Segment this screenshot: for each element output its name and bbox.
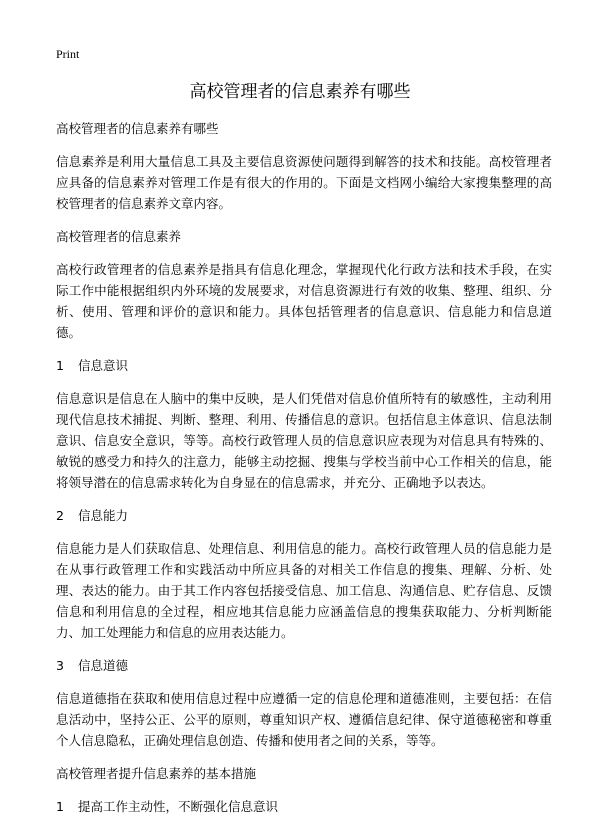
measure-heading-initiative [56,796,552,817]
item-heading-text: 信息意识 [77,358,128,373]
item-heading-ethics [56,655,552,676]
section-heading-measures: 高校管理者提升信息素养的基本措施 [56,766,257,781]
intro-paragraph: 信息素养是利用大量信息工具及主要信息资源使问题得到解答的技术和技能。高校管理者应具备的信息素养对管理工作是有很大的作用的。下面是文档网小编给大家搜集整理的高校管理者的信息素养文章内容。 [56,154,552,211]
item-heading-ability [56,505,552,526]
item-paragraph-ethics: 信息道德指在获取和使用信息过程中应遵循一定的信息伦理和道德准则，主要包括：在信息活动中，坚持公正、公平的原则，尊重知识产权、遵循信息纪律、保守道德秘密和尊重个人信息隐私，正确处理信息创造、传播和使用者之间的关系，等等。 [56,691,552,748]
item-number: 3 [56,658,64,673]
item-number: 1 [56,799,64,814]
page-title: 高校管理者的信息素养有哪些 [189,82,411,102]
item-heading-text: 信息能力 [77,508,128,523]
item-number: 1 [56,358,64,373]
section-paragraph-literacy: 高校行政管理者的信息素养是指具有信息化理念，掌握现代化行政方法和技术手段，在实际工作中能根据组织内外环境的发展要求，对信息资源进行有效的收集、整理、组织、分析、使用、管理和评价的意识和能力。具体包括管理者的信息意识、信息能力和信息道德。 [56,262,552,340]
item-number: 2 [56,508,64,523]
item-paragraph-awareness: 信息意识是信息在人脑中的集中反映，是人们凭借对信息价值所特有的敏感性，主动利用现代信息技术捕捉、判断、整理、利用、传播信息的意识。包括信息主体意识、信息法制意识、信息安全意识，等等。高校行政管理人员的信息意识应表现为对信息具有特殊的、敏锐的感受力和持久的注意力，能够主动挖掘、搜集与学校当前中心工作相关的信息，能将领导潜在的信息需求转化为自身显在的信息需求，并充分、正确地予以表达。 [56,391,552,490]
print-link[interactable]: Print [56,47,80,61]
item-paragraph-ability: 信息能力是人们获取信息、处理信息、利用信息的能力。高校行政管理人员的信息能力是在从事行政管理工作和实践活动中所应具备的对相关工作信息的搜集、理解、分析、处理、表达的能力。由于其工作内容包括接受信息、加工信息、沟通信息、贮存信息、反馈信息和利用信息的全过程，相应地其信息能力应涵盖信息的搜集获取能力、分析判断能力、加工处理能力和信息的应用表达能力。 [56,541,552,640]
item-heading-text: 信息道德 [77,658,128,673]
section-heading-literacy: 高校管理者的信息素养 [56,229,182,244]
item-heading-text: 提高工作主动性，不断强化信息意识 [77,799,278,814]
intro-heading: 高校管理者的信息素养有哪些 [56,121,219,136]
article-body [56,118,552,817]
item-heading-awareness [56,355,552,376]
